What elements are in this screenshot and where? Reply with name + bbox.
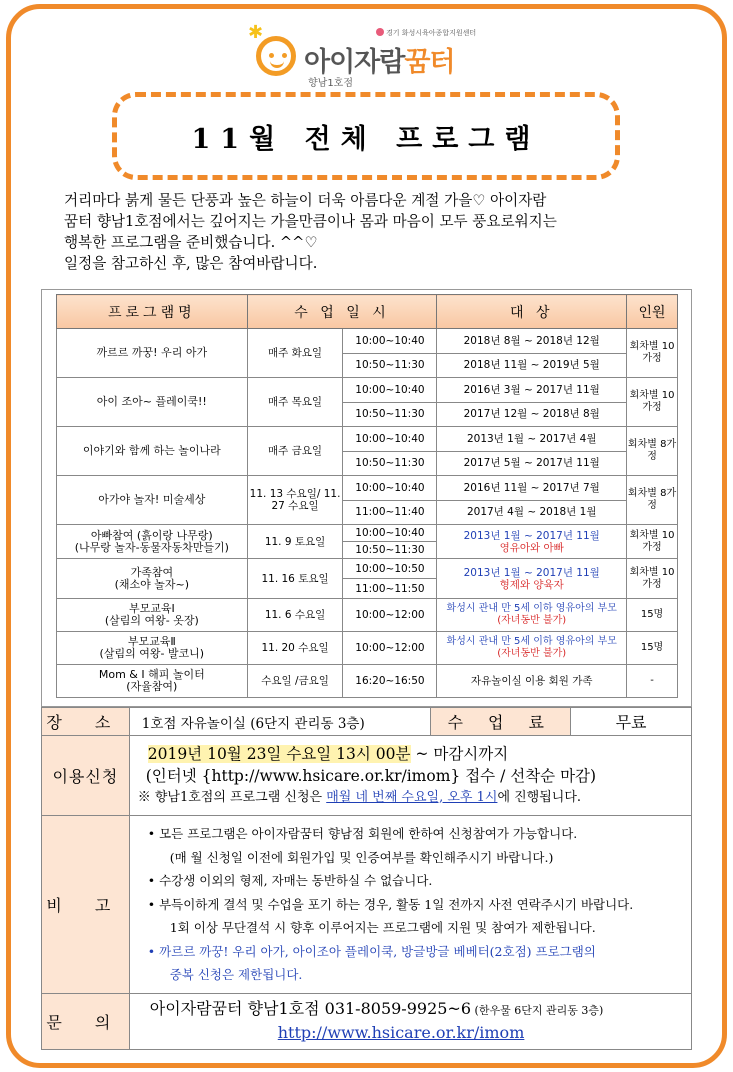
fee-label: 수 업 료 [431,708,571,736]
notes-row [42,816,692,994]
center-name: 경기 화성시육아종합지원센터 [386,29,477,37]
program-table [56,294,678,698]
program-target: 2016년 11월 ~ 2017년 7월 [437,476,627,501]
table-row [57,632,678,665]
program-target: 2017년 12월 ~ 2018년 8월 [437,402,627,427]
program-time: 10:00~10:40 [343,525,437,542]
program-count: 회차별 10가정 [627,525,678,559]
header-schedule: 수 업 일 시 [247,295,437,329]
apply-schedule-link: 매월 네 번째 수요일, 오후 1시 [326,789,498,805]
intro-line: 일정을 참고하신 후, 많은 참여바랍니다. [64,255,318,272]
program-name: Mom & I 해피 놀이터 (자율참여) [57,665,248,698]
note-item: • 모든 프로그램은 아이자람꿈터 향남점 회원에 한하여 신청참여가 가능합니다. [147,826,578,841]
program-name: 아빠참여 (흙이랑 나무랑) (나무랑 놀자-동물자동차만들기) [57,525,248,559]
info-table [41,707,692,1050]
place-value: 1호점 자유놀이실 (6단지 관리동 3층) [129,708,431,736]
note-item: • 까르르 까꿍! 우리 아가, 아이조아 플레이쿡, 방글방글 베베터(2호점) 프로그램의 [147,943,596,959]
program-name: 까르르 까꿍! 우리 아가 [57,329,248,378]
program-time: 10:00~10:40 [343,427,437,452]
program-target: 화성시 관내 만 5세 이하 영유아의 부모 (자녀동반 불가) [437,632,627,665]
program-name: 이야기와 함께 하는 놀이나라 [57,427,248,476]
program-day: 11. 13 수요일/ 11. 27 수요일 [247,476,343,525]
note-item: (매 월 신청일 이전에 회원가입 및 인증여부를 확인해주시기 바랍니다.) [169,849,554,865]
program-target: 2013년 1월 ~ 2017년 4월 [437,427,627,452]
title-box [112,92,620,180]
contact-label: 문 의 [42,993,130,1049]
program-target: 화성시 관내 만 5세 이하 영유아의 부모 (자녀동반 불가) [437,599,627,632]
program-day: 11. 16 토요일 [247,559,343,599]
program-time: 16:20~16:50 [343,665,437,698]
apply-info: 2019년 10월 23일 수요일 13시 00분 ~ 마감시까지 (인터넷 {http://www.hsicare.or.kr/imom} 접수 / 선착순 마감) ※ 향남1호점의 프로그램 신청은 매월 네 번째 수요일, 오후 1시에 진행됩니다. [129,736,691,816]
program-name: 부모교육Ⅰ (살림의 여왕- 옷장) [57,599,248,632]
program-count: - [627,665,678,698]
contact-row [42,993,692,1049]
table-header-row [57,295,678,329]
apply-method: (인터넷 {http://www.hsicare.or.kr/imom} 접수 / 선착순 마감) [145,766,597,785]
program-count: 회차별 8가정 [627,476,678,525]
contact-url-link[interactable]: http://www.hsicare.or.kr/imom [277,1023,525,1042]
program-target: 2018년 8월 ~ 2018년 12월 [437,329,627,354]
child-face-icon [256,36,296,76]
program-time: 11:00~11:50 [343,579,437,599]
table-row [57,329,678,354]
star-icon: ✱ [248,22,264,43]
program-count: 회차별 10가정 [627,329,678,378]
intro-line: 꿈터 향남1호점에서는 깊어지는 가을만큼이나 몸과 마음이 모두 풍요로워지는 [64,213,557,230]
program-name: 아가야 놀자! 미술세상 [57,476,248,525]
place-row [42,708,692,736]
note-item: • 수강생 이외의 형제, 자매는 동반하실 수 없습니다. [147,873,433,888]
program-name: 가족참여 (채소야 놀자~) [57,559,248,599]
program-day: 11. 20 수요일 [247,632,343,665]
header-target: 대 상 [437,295,627,329]
program-time: 10:00~12:00 [343,599,437,632]
apply-date: 2019년 10월 23일 수요일 13시 00분 [147,744,411,763]
program-day: 매주 화요일 [247,329,343,378]
program-target: 2013년 1월 ~ 2017년 11월 영유아와 아빠 [437,525,627,559]
logo [248,22,488,92]
table-row [57,427,678,452]
table-row [57,525,678,542]
apply-row [42,736,692,816]
program-day: 매주 금요일 [247,427,343,476]
table-row [57,559,678,579]
program-time: 10:00~10:40 [343,378,437,403]
contact-main: 아이자람꿈터 향남1호점 031-8059-9925~6 [149,999,472,1018]
notes-list [129,816,691,994]
table-row [57,665,678,698]
program-time: 10:00~10:40 [343,329,437,354]
program-name: 아이 조아~ 플레이쿡!! [57,378,248,427]
program-time: 10:50~11:30 [343,451,437,476]
program-count: 회차별 10가정 [627,378,678,427]
program-count: 회차별 10가정 [627,559,678,599]
contact-info: 아이자람꿈터 향남1호점 031-8059-9925~6 (한우물 6단지 관리동 3층) http://www.hsicare.or.kr/imom [129,993,691,1049]
notes-label: 비 고 [42,816,130,994]
branch-name: 향남1호점 [308,78,354,89]
program-day: 매주 목요일 [247,378,343,427]
page-title: 11월 전체 프로그램 [191,123,541,155]
program-day: 수요일 /금요일 [247,665,343,698]
program-target: 자유놀이실 이용 회원 가족 [437,665,627,698]
table-row [57,378,678,403]
program-time: 10:50~11:30 [343,542,437,559]
program-target: 2017년 4월 ~ 2018년 1월 [437,500,627,525]
table-row [57,599,678,632]
program-day: 11. 9 토요일 [247,525,343,559]
program-time: 10:00~10:40 [343,476,437,501]
program-time: 10:50~11:30 [343,353,437,378]
program-target: 2018년 11월 ~ 2019년 5월 [437,353,627,378]
apply-label: 이용신청 [42,736,130,816]
intro-text [64,190,694,274]
note-item: 1회 이상 무단결석 시 향후 이루어지는 프로그램에 지원 및 참여가 제한됩니다. [169,920,596,935]
brand-name: 아이자람꿈터 [304,47,455,78]
place-label: 장 소 [42,708,130,736]
note-item: • 부득이하게 결석 및 수업을 포기 하는 경우, 활동 1일 전까지 사전 연락주시기 바랍니다. [147,896,634,912]
program-target: 2013년 1월 ~ 2017년 11월 형제와 양육자 [437,559,627,599]
program-target: 2016년 3월 ~ 2017년 11월 [437,378,627,403]
intro-line: 거리마다 붉게 물든 단풍과 높은 하늘이 더욱 아름다운 계절 가을♡ 아이자람 [64,192,547,209]
intro-line: 행복한 프로그램을 준비했습니다. ^^♡ [64,234,318,251]
program-target: 2017년 5월 ~ 2017년 11월 [437,451,627,476]
program-count: 회차별 8가정 [627,427,678,476]
program-name: 부모교육Ⅱ (살림의 여왕- 발코니) [57,632,248,665]
center-logo-icon [376,28,384,36]
program-time: 10:00~12:00 [343,632,437,665]
note-item: 중복 신청은 제한됩니다. [169,967,303,982]
program-day: 11. 6 수요일 [247,599,343,632]
table-row [57,476,678,501]
program-time: 11:00~11:40 [343,500,437,525]
program-time: 10:50~11:30 [343,402,437,427]
program-count: 15명 [627,632,678,665]
header-program-name: 프로그램명 [57,295,248,329]
fee-value: 무료 [571,708,692,736]
program-count: 15명 [627,599,678,632]
header-count: 인원 [627,295,678,329]
program-time: 10:00~10:50 [343,559,437,579]
